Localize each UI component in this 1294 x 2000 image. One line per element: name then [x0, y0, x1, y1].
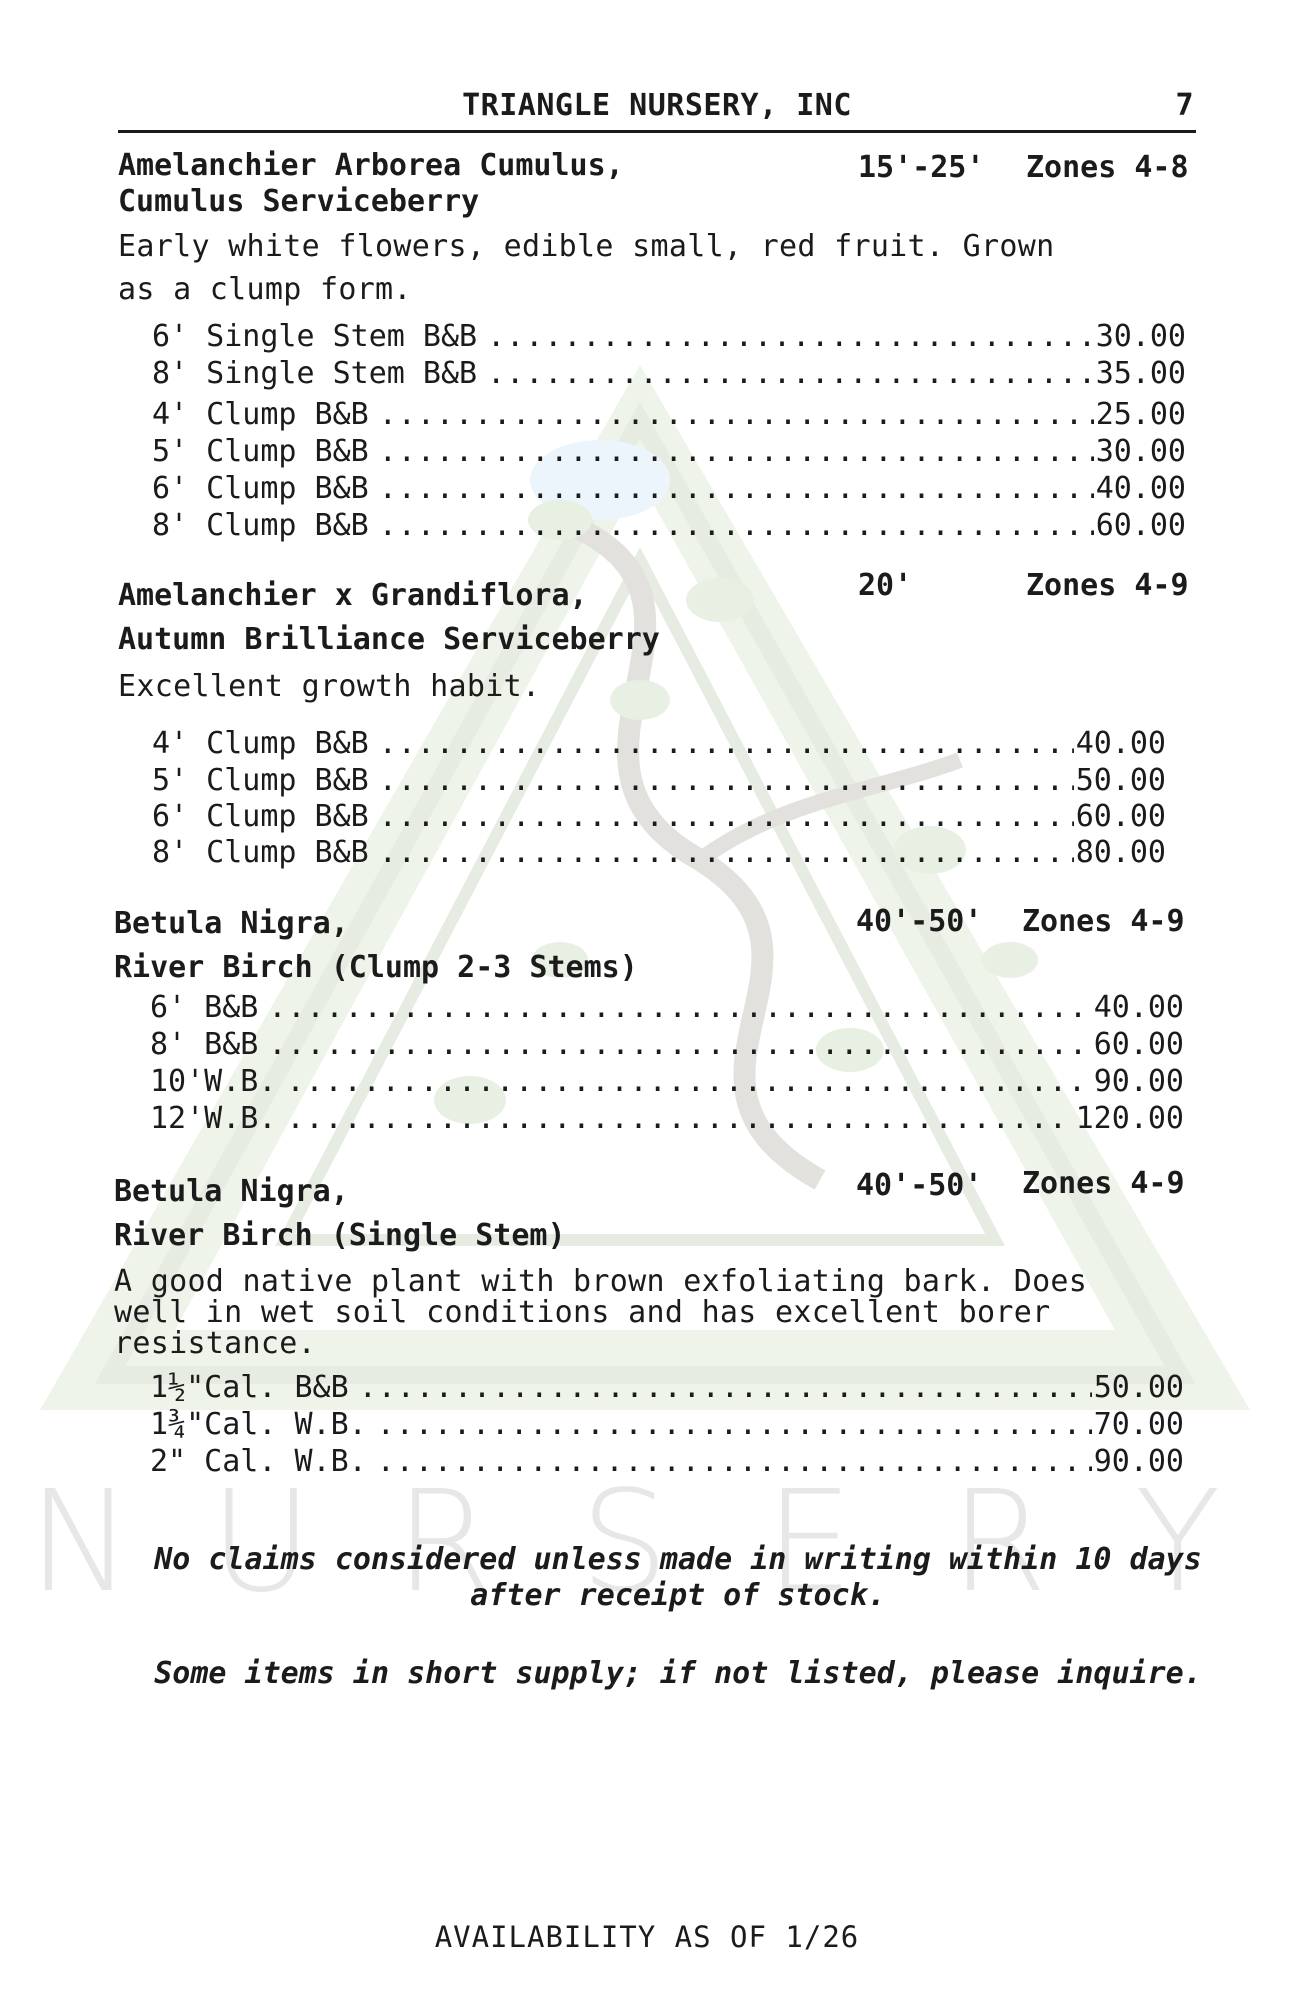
plant-zones: Zones 4-8 — [1026, 150, 1189, 185]
plant-zones: Zones 4-9 — [1022, 904, 1185, 939]
plant-name: Betula Nigra, River Birch (Single Stem) — [114, 1174, 566, 1253]
price-row: 12'W.B. ..... 120.00 — [150, 1101, 1184, 1137]
plant-height: 40'-50' — [856, 1168, 983, 1203]
claims-note: No claims considered unless made in writing within 10 days after receipt of stock. — [154, 1542, 1202, 1613]
price-row: 5' Clump B&B ..... 30.00 — [152, 434, 1186, 470]
plant-zones: Zones 4-9 — [1026, 568, 1189, 603]
availability-footer: AVAILABILITY AS OF 1/26 — [434, 1920, 860, 1954]
price-row: 2" Cal. W.B. ..... 90.00 — [150, 1444, 1184, 1480]
price-row: 5' Clump B&B ..... 50.00 — [152, 763, 1166, 799]
price-row: 1¾"Cal. W.B. ..... 70.00 — [150, 1407, 1184, 1443]
svg-text:U: U — [210, 1461, 313, 1624]
price-row: 4' Clump B&B ..... 40.00 — [152, 726, 1166, 762]
plant-zones: Zones 4-9 — [1022, 1166, 1185, 1201]
price-row: 10'W.B. ..... 90.00 — [150, 1064, 1184, 1100]
price-row: 8' B&B ..... 60.00 — [150, 1027, 1184, 1063]
plant-name: Amelanchier Arborea Cumulus, Cumulus Serviceberry — [118, 148, 624, 219]
plant-height: 20' — [858, 568, 913, 603]
plant-height: 40'-50' — [856, 904, 983, 939]
price-row: 1½"Cal. B&B ..... 50.00 — [150, 1370, 1184, 1406]
page-number: 7 — [1175, 88, 1194, 123]
svg-text:S: S — [580, 1461, 669, 1624]
svg-text:Y: Y — [1135, 1461, 1221, 1624]
plant-name: Amelanchier x Grandiflora, Autumn Brilliance Serviceberry — [118, 578, 660, 657]
price-row: 8' Clump B&B ..... 60.00 — [152, 508, 1186, 544]
watermark-text: N — [28, 1461, 133, 1624]
plant-description: A good native plant with brown exfoliating bark. Does well in wet soil conditions and has excellent borer resistance. — [114, 1264, 1088, 1361]
svg-text:R: R — [950, 1461, 1048, 1624]
price-row: 8' Clump B&B ..... 80.00 — [152, 835, 1166, 871]
svg-text:E: E — [765, 1461, 854, 1624]
plant-height: 15'-25' — [858, 150, 985, 185]
page-title: TRIANGLE NURSERY, INC — [462, 88, 852, 123]
price-row: 6' Single Stem B&B ..... 30.00 — [152, 319, 1186, 355]
price-row: 6' Clump B&B ..... 60.00 — [152, 799, 1166, 835]
supply-note: Some items in short supply; if not listed, please inquire. — [154, 1656, 1202, 1691]
page-header — [118, 84, 1196, 133]
price-row: 8' Single Stem B&B ..... 35.00 — [152, 356, 1186, 392]
price-row: 4' Clump B&B ..... 25.00 — [152, 397, 1186, 433]
plant-name: Betula Nigra, River Birch (Clump 2-3 Stems) — [114, 906, 638, 985]
price-row: 6' Clump B&B ..... 40.00 — [152, 471, 1186, 507]
plant-description: Early white flowers, edible small, red fruit. Grown as a clump form. — [118, 229, 1055, 307]
svg-text:R: R — [395, 1461, 493, 1624]
plant-description: Excellent growth habit. — [118, 669, 541, 704]
price-row: 6' B&B ..... 40.00 — [150, 990, 1184, 1026]
